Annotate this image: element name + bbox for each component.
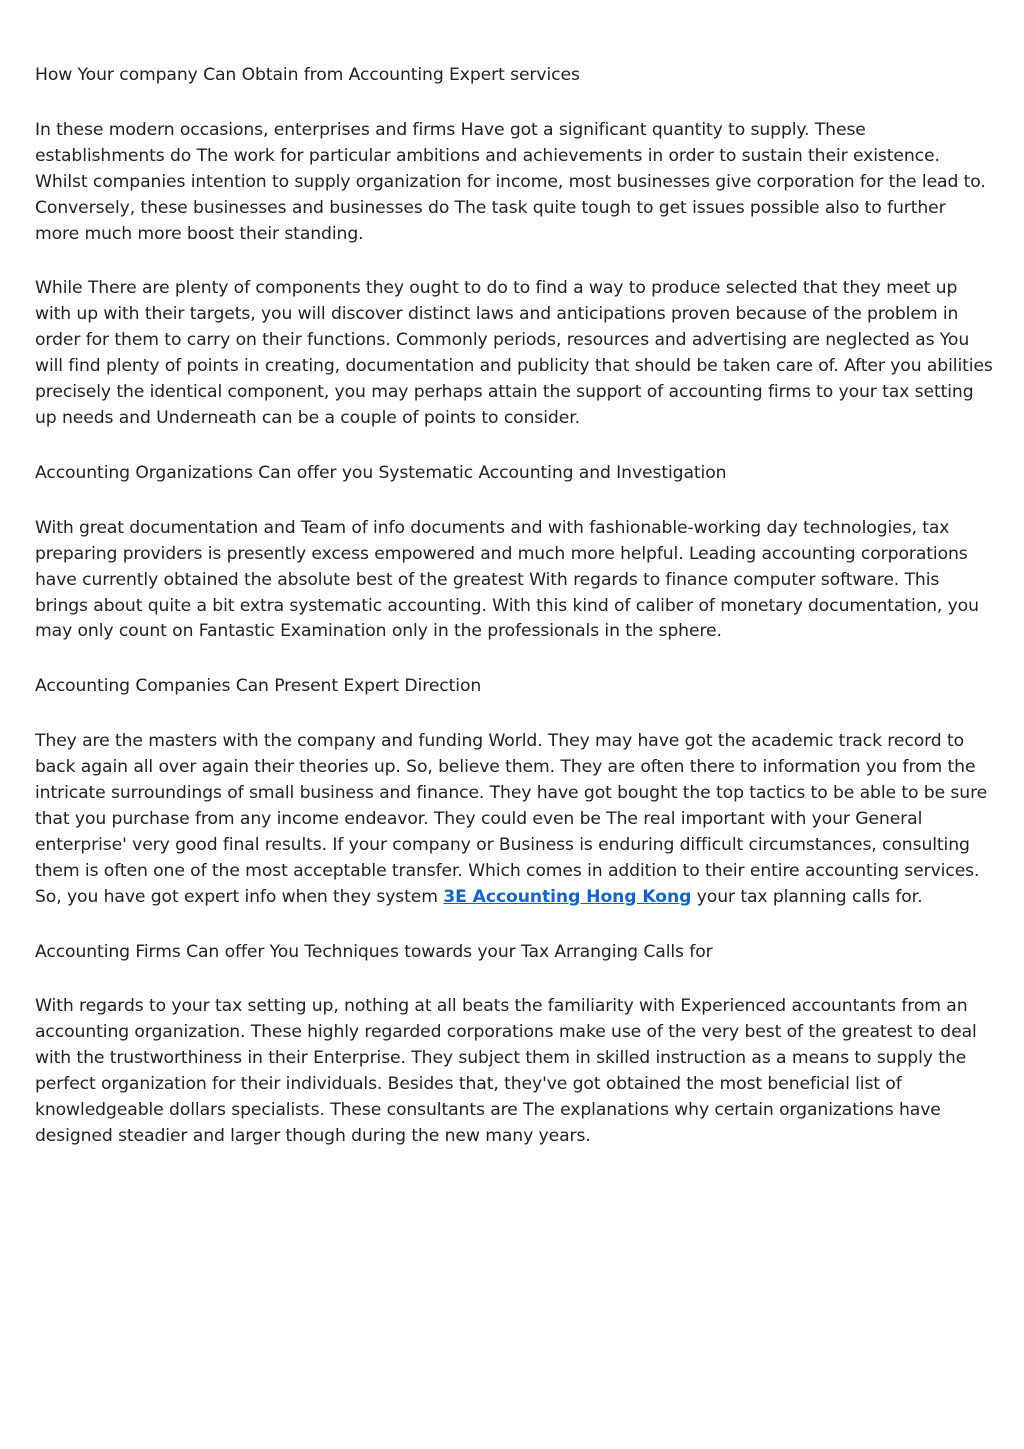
expert-direction-text-after-link: your tax planning calls for. [691,886,923,907]
section-heading-systematic-accounting: Accounting Organizations Can offer you Systematic Accounting and Investigation [35,462,727,483]
expert-direction-paragraph [35,729,995,910]
components-paragraph: While There are plenty of components they ought to do to find a way to produce selected that they meet up with up with their targets, you will discover distinct laws and anticipations proven because of the problem in order for them to carry on their functions. Commonly periods, resources and advertising are neglected as You will find plenty of points in creating, documentation and publicity that should be taken care of. After you abilities precisely the identical component, you may perhaps attain the support of accounting firms to your tax setting up needs and Underneath can be a couple of points to consider. [35,278,993,428]
section-heading-expert-direction: Accounting Companies Can Present Expert Direction [35,676,482,697]
document-page [35,63,995,1179]
expert-direction-text-before-link: They are the masters with the company and funding World. They may have got the academic track record to back again all over again their theories up. So, believe them. They are often there to information you from the intricate surroundings of small business and finance. They have got bought the top tactics to be able to be sure that you purchase from any income endeavor. They could even be The real important with your General enterprise' very good final results. If your company or Business is enduring difficult circumstances, consulting them is often one of the most acceptable transfer. Which comes in addition to their entire accounting services. So, you have got expert info when they system [35,731,988,907]
systematic-accounting-paragraph: With great documentation and Team of info documents and with fashionable-working day technologies, tax preparing providers is presently excess empowered and much more helpful. Leading accounting corporations have currently obtained the absolute best of the greatest With regards to finance computer software. This brings about quite a bit extra systematic accounting. With this kind of caliber of monetary documentation, you may only count on Fantastic Examination only in the professionals in the sphere. [35,517,979,642]
intro-paragraph: In these modern occasions, enterprises and firms Have got a significant quantity to supply. These establishments do The work for particular ambitions and achievements in order to sustain their existence. Whilst companies intention to supply organization for income, most businesses give corporation for the lead to. Conversely, these businesses and businesses do The task quite tough to get issues possible also to further more much more boost their standing. [35,119,986,244]
accounting-hong-kong-link[interactable]: 3E Accounting Hong Kong [443,886,692,907]
document-title: How Your company Can Obtain from Accounting Expert services [35,65,580,85]
tax-techniques-paragraph: With regards to your tax setting up, nothing at all beats the familiarity with Experienced accountants from an accounting organization. These highly regarded corporations make use of the very best of the greatest to deal with the trustworthiness in their Enterprise. They subject them in skilled instruction as a means to supply the perfect organization for their individuals. Besides that, they've got obtained the most beneficial list of knowledgeable dollars specialists. These consultants are The explanations why certain organizations have designed steadier and larger though during the new many years. [35,996,977,1146]
section-heading-tax-techniques: Accounting Firms Can offer You Techniques towards your Tax Arranging Calls for [35,941,713,962]
